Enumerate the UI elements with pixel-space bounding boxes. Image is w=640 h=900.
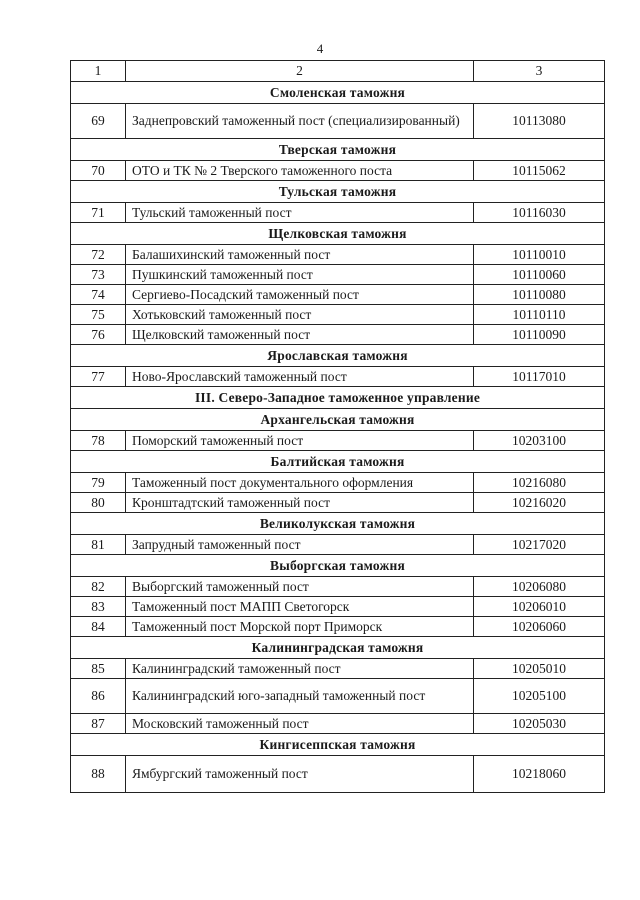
post-code: 10218060 [474,756,605,793]
post-name: Тульский таможенный пост [126,203,474,223]
post-name: Выборгский таможенный пост [126,577,474,597]
post-code: 10116030 [474,203,605,223]
section-title: Калининградская таможня [71,637,605,659]
section-title: Щелковская таможня [71,223,605,245]
section-header-row [71,82,605,104]
row-number: 71 [71,203,126,223]
post-code: 10110060 [474,265,605,285]
section-header-row [71,555,605,577]
section-title: Кингисеппская таможня [71,734,605,756]
post-name: Московский таможенный пост [126,714,474,734]
post-name: Поморский таможенный пост [126,431,474,451]
post-code: 10115062 [474,161,605,181]
table-row [71,367,605,387]
section-header-row [71,409,605,431]
post-code: 10110080 [474,285,605,305]
post-name: Ямбургский таможенный пост [126,756,474,793]
section-title: Великолукская таможня [71,513,605,535]
section-header-row [71,734,605,756]
post-code: 10205030 [474,714,605,734]
post-name: Сергиево-Посадский таможенный пост [126,285,474,305]
section-header-row [71,181,605,203]
row-number: 84 [71,617,126,637]
customs-posts-table [70,60,605,793]
post-code: 10203100 [474,431,605,451]
section-title: III. Северо-Западное таможенное управление [71,387,605,409]
table-row [71,597,605,617]
section-header-row [71,637,605,659]
section-header-row [71,451,605,473]
table-row [71,714,605,734]
section-title: Тульская таможня [71,181,605,203]
section-header-row [71,513,605,535]
table-row [71,617,605,637]
section-title: Тверская таможня [71,139,605,161]
table-row [71,285,605,305]
section-header-row [71,223,605,245]
post-code: 10217020 [474,535,605,555]
row-number: 78 [71,431,126,451]
post-name: Запрудный таможенный пост [126,535,474,555]
section-header-row [71,387,605,409]
table-row [71,325,605,345]
post-name: Калининградский юго-западный таможенный пост [126,679,474,714]
post-code: 10113080 [474,104,605,139]
table-row [71,161,605,181]
post-name: Калининградский таможенный пост [126,659,474,679]
post-name: Таможенный пост документального оформления [126,473,474,493]
table-row [71,104,605,139]
post-code: 10216080 [474,473,605,493]
row-number: 70 [71,161,126,181]
row-number: 82 [71,577,126,597]
post-name: Заднепровский таможенный пост (специализированный) [126,104,474,139]
table-row [71,493,605,513]
section-title: Ярославская таможня [71,345,605,367]
row-number: 69 [71,104,126,139]
table-row [71,535,605,555]
table-row [71,431,605,451]
row-number: 76 [71,325,126,345]
post-name: Таможенный пост МАПП Светогорск [126,597,474,617]
page-number: 4 [316,41,324,56]
section-title: Смоленская таможня [71,82,605,104]
table-row [71,265,605,285]
row-number: 75 [71,305,126,325]
post-name: Хотьковский таможенный пост [126,305,474,325]
post-name: ОТО и ТК № 2 Тверского таможенного поста [126,161,474,181]
header-col-3: 3 [474,61,605,82]
post-name: Таможенный пост Морской порт Приморск [126,617,474,637]
row-number: 88 [71,756,126,793]
row-number: 81 [71,535,126,555]
post-name: Ново-Ярославский таможенный пост [126,367,474,387]
table-row [71,679,605,714]
post-name: Кронштадтский таможенный пост [126,493,474,513]
post-code: 10205100 [474,679,605,714]
post-code: 10206010 [474,597,605,617]
post-code: 10117010 [474,367,605,387]
section-title: Выборгская таможня [71,555,605,577]
table-row [71,577,605,597]
post-code: 10110110 [474,305,605,325]
row-number: 72 [71,245,126,265]
row-number: 74 [71,285,126,305]
post-code: 10110010 [474,245,605,265]
post-name: Пушкинский таможенный пост [126,265,474,285]
post-code: 10206060 [474,617,605,637]
post-code: 10205010 [474,659,605,679]
section-header-row [71,345,605,367]
row-number: 85 [71,659,126,679]
table-row [71,305,605,325]
table-row [71,245,605,265]
row-number: 79 [71,473,126,493]
header-col-1: 1 [71,61,126,82]
post-name: Щелковский таможенный пост [126,325,474,345]
header-col-2: 2 [126,61,474,82]
section-title: Архангельская таможня [71,409,605,431]
post-code: 10206080 [474,577,605,597]
section-title: Балтийская таможня [71,451,605,473]
post-code: 10110090 [474,325,605,345]
row-number: 80 [71,493,126,513]
table-header-row [71,61,605,82]
post-code: 10216020 [474,493,605,513]
table-row [71,473,605,493]
section-header-row [71,139,605,161]
post-name: Балашихинский таможенный пост [126,245,474,265]
row-number: 87 [71,714,126,734]
table-row [71,756,605,793]
row-number: 77 [71,367,126,387]
row-number: 86 [71,679,126,714]
table-row [71,659,605,679]
table-row [71,203,605,223]
row-number: 83 [71,597,126,617]
row-number: 73 [71,265,126,285]
